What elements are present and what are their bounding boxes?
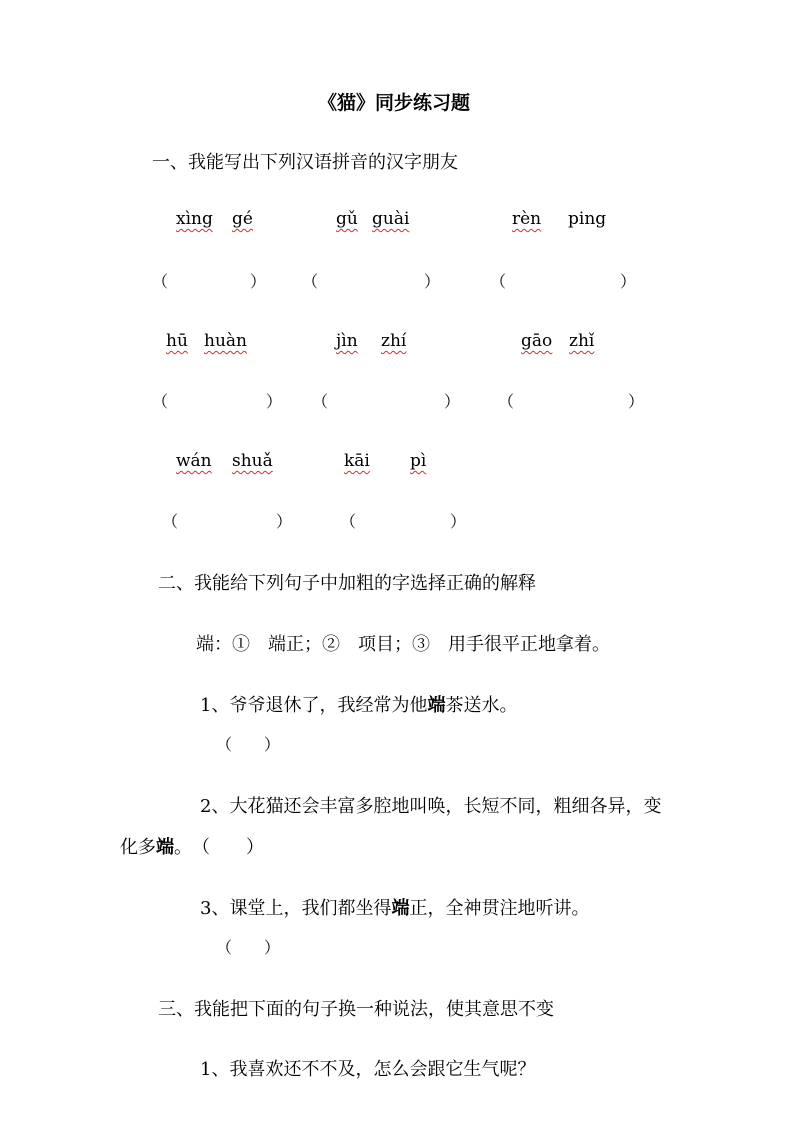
section-1-heading: 一、我能写出下列汉语拼音的汉字朋友 bbox=[152, 152, 458, 173]
question-2-line-1: 2、大花猫还会丰富多腔地叫唤，长短不同，粗细各异，变 bbox=[200, 796, 662, 817]
question-3-blank: （ ） bbox=[216, 938, 281, 957]
bold-char: 端 bbox=[427, 695, 446, 716]
pinyin-gu: gǔ bbox=[336, 209, 358, 229]
pinyin-pi: pì bbox=[410, 451, 427, 471]
bold-char: 端 bbox=[391, 898, 410, 919]
bold-char: 端 bbox=[156, 837, 174, 858]
pinyin-ren: rèn bbox=[512, 209, 542, 229]
question-1-pre: 1、爷爷退休了，我经常为他 bbox=[200, 695, 428, 716]
question-1-blank: （ ） bbox=[216, 735, 281, 754]
pinyin-hu: hū bbox=[166, 331, 188, 351]
answer-close-paren: ） bbox=[276, 512, 293, 531]
question-3-post: 正，全神贯注地听讲。 bbox=[409, 898, 590, 919]
pinyin-gao: gāo bbox=[521, 331, 553, 351]
question-2-pre: 化多 bbox=[120, 837, 156, 858]
answer-open-paren: （ bbox=[152, 392, 169, 411]
answer-open-paren: （ bbox=[302, 272, 319, 291]
section-3-question-1: 1、我喜欢还不不及，怎么会跟它生气呢？ bbox=[200, 1059, 536, 1080]
pinyin-shua: shuǎ bbox=[232, 451, 273, 471]
answer-close-paren: ） bbox=[620, 272, 637, 291]
pinyin-ge: gé bbox=[232, 209, 253, 229]
section-3-heading: 三、我能把下面的句子换一种说法，使其意思不变 bbox=[158, 999, 554, 1020]
question-3 bbox=[200, 894, 589, 920]
answer-open-paren: （ bbox=[340, 512, 357, 531]
answer-close-paren: ） bbox=[450, 512, 467, 531]
pinyin-jin: jìn bbox=[336, 331, 358, 351]
section-2-heading: 二、我能给下列句子中加粗的字选择正确的解释 bbox=[158, 573, 536, 594]
answer-open-paren: （ bbox=[498, 392, 515, 411]
answer-open-paren: （ bbox=[162, 512, 179, 531]
pinyin-zhi-paper: zhǐ bbox=[569, 331, 595, 351]
answer-open-paren: （ bbox=[152, 272, 169, 291]
pinyin-huan: huàn bbox=[204, 331, 247, 351]
answer-open-paren: （ bbox=[312, 392, 329, 411]
question-2-post: 。 （ ） bbox=[174, 837, 264, 858]
question-1 bbox=[200, 691, 517, 717]
pinyin-guai: guài bbox=[372, 209, 410, 229]
question-1-post: 茶送水。 bbox=[445, 695, 518, 716]
pinyin-kai: kāi bbox=[344, 451, 370, 471]
question-3-pre: 3、课堂上，我们都坐得 bbox=[200, 898, 392, 919]
word-definition: 端：① 端正；② 项目；③ 用手很平正地拿着。 bbox=[196, 634, 610, 655]
pinyin-zhi: zhí bbox=[381, 331, 407, 351]
pinyin-ping: ping bbox=[568, 209, 607, 229]
answer-close-paren: ） bbox=[628, 392, 645, 411]
page-title: 《猫》同步练习题 bbox=[318, 92, 471, 114]
pinyin-wan: wán bbox=[176, 451, 212, 471]
answer-close-paren: ） bbox=[444, 392, 461, 411]
answer-close-paren: ） bbox=[266, 392, 283, 411]
answer-open-paren: （ bbox=[490, 272, 507, 291]
question-2-line-2 bbox=[120, 833, 264, 859]
pinyin-xing: xìng bbox=[176, 209, 213, 229]
answer-close-paren: ） bbox=[424, 272, 441, 291]
answer-close-paren: ） bbox=[250, 272, 267, 291]
